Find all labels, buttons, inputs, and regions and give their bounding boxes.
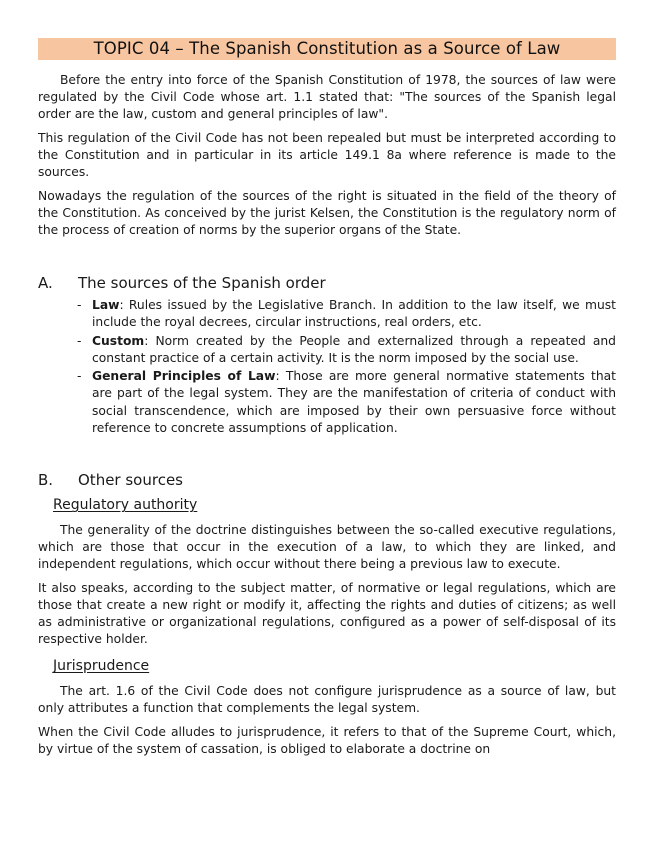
section-b-title: Other sources <box>78 471 183 490</box>
topic-title: TOPIC 04 – The Spanish Constitution as a Source of Law <box>38 38 616 60</box>
list-item <box>77 297 616 332</box>
bullet-dash: - <box>77 333 82 348</box>
jurisprudence-heading: Jurisprudence <box>53 658 150 675</box>
list-item <box>77 368 616 437</box>
sources-list <box>38 297 616 437</box>
regulatory-authority-heading: Regulatory authority <box>53 497 198 514</box>
regulatory-paragraph: It also speaks, according to the subject matter, of normative or legal regulations, which are those that create a new right or modify it, affecting the rights and duties of citizens; as well as administrative or organizational regulations, configured as a power of self-disposal of its respective holder. <box>38 581 616 647</box>
section-b-letter: B. <box>38 471 54 490</box>
list-item <box>77 333 616 368</box>
list-item-text: : Those are more general normative statements that are part of the legal system. They are the manifestation of criteria of conduct with social transcendence, which are imposed by their own persuasive force without reference to concrete assumptions of application. <box>92 369 616 436</box>
section-a-letter: A. <box>38 274 53 292</box>
bullet-dash: - <box>77 369 82 384</box>
section-a-title: The sources of the Spanish order <box>78 274 326 292</box>
intro-paragraph: This regulation of the Civil Code has not been repealed but must be interpreted according to the Constitution and in particular in its article 149.1 8a where reference is made to the sources. <box>38 131 616 179</box>
document-page <box>38 38 616 765</box>
jurisprudence-paragraph: The art. 1.6 of the Civil Code does not configure jurisprudence as a source of law, but only attributes a function that complements the legal system. <box>38 684 616 716</box>
list-item-text: : Norm created by the People and externalized through a repeated and constant practice of a certain activity. It is the norm imposed by the social use. <box>92 333 616 365</box>
list-item-text: : Rules issued by the Legislative Branch. In addition to the law itself, we must include the royal decrees, circular instructions, real orders, etc. <box>92 298 616 330</box>
intro-paragraph: Before the entry into force of the Spanish Constitution of 1978, the sources of law were regulated by the Civil Code whose art. 1.1 stated that: "The sources of the Spanish legal order are the law, custom and general principles of law". <box>38 73 616 121</box>
section-a-heading <box>38 273 616 293</box>
list-item-term: Law <box>92 298 120 312</box>
section-b-heading <box>38 470 616 490</box>
jurisprudence-paragraph: When the Civil Code alludes to jurisprudence, it refers to that of the Supreme Court, which, by virtue of the system of cassation, is obliged to elaborate a doctrine on <box>38 725 616 757</box>
list-item-term: Custom <box>92 333 145 348</box>
regulatory-paragraph: The generality of the doctrine distinguishes between the so-called executive regulations, which are those that occur in the execution of a law, to which they are linked, and independent regulations, which occur without there being a previous law to execute. <box>38 523 616 572</box>
list-item-term: General Principles of Law <box>92 369 276 384</box>
bullet-dash: - <box>77 298 82 312</box>
intro-paragraph: Nowadays the regulation of the sources of the right is situated in the field of the theory of the Constitution. As conceived by the jurist Kelsen, the Constitution is the regulatory norm of the process of creation of norms by the superior organs of the State. <box>38 189 616 237</box>
